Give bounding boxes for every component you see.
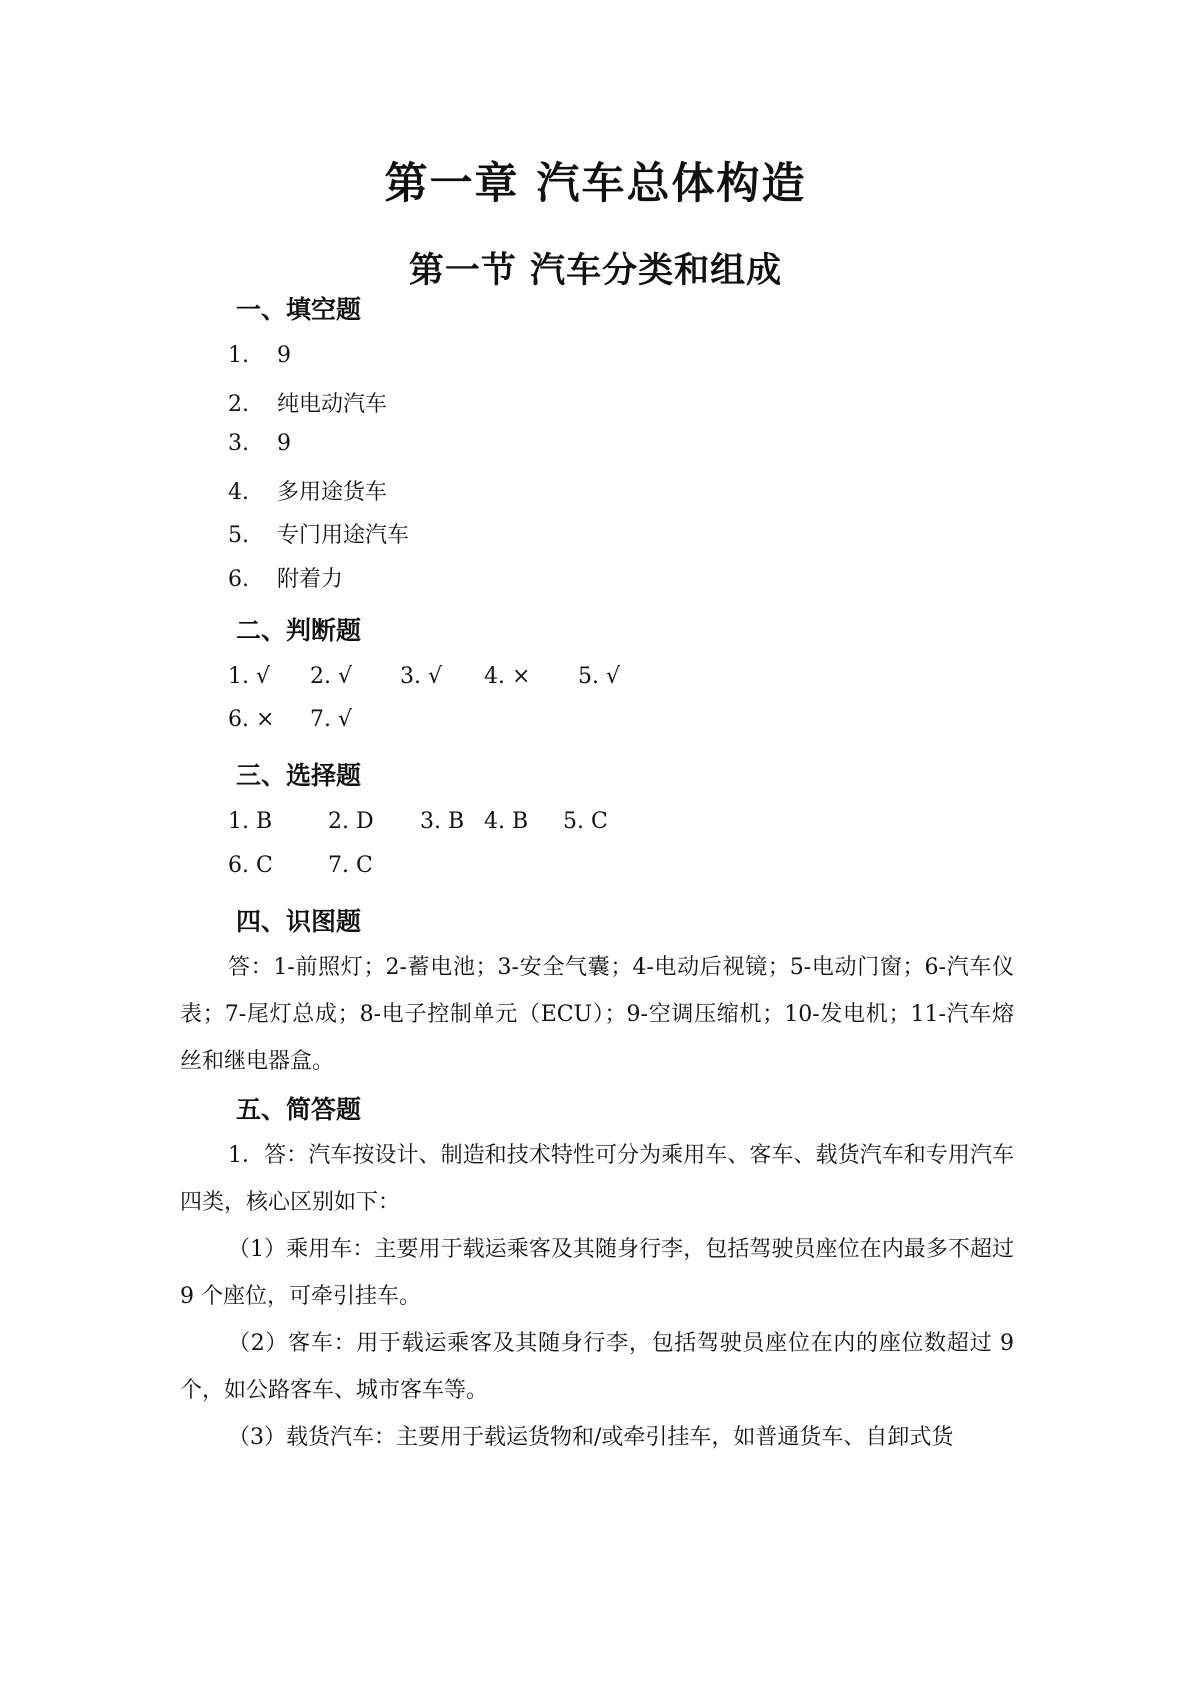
short-answer-paragraph: （3）载货汽车：主要用于载运货物和/或牵引挂车，如普通货车、自卸式货: [228, 1425, 954, 1450]
item-number: 4.: [228, 480, 249, 505]
diagram-heading: 四、识图题: [236, 907, 362, 936]
answer-item: 7. √: [310, 707, 353, 732]
answer-item: 5. C: [563, 809, 608, 834]
item-answer: 多用途货车: [277, 480, 388, 505]
item-answer: 专门用途汽车: [277, 523, 410, 548]
item-number: 3.: [228, 431, 249, 456]
fill-blank-item: [228, 387, 387, 418]
short-answer-paragraph: 1．答：汽车按设计、制造和技术特性可分为乘用车、客车、载货汽车和专用汽车四类，核心区别如下：: [180, 1143, 1014, 1215]
answer-item: 7. C: [328, 853, 373, 878]
fill-blank-item: [228, 562, 343, 593]
item-answer: 纯电动汽车: [277, 392, 388, 417]
answer-item: 4. B: [484, 809, 529, 834]
answer-item: 6. C: [228, 853, 273, 878]
item-answer: 9: [277, 431, 291, 456]
true-false-heading: 二、判断题: [236, 616, 362, 645]
diagram-answer: 答：1-前照灯；2-蓄电池；3-安全气囊；4-电动后视镜；5-电动门窗；6-汽车仪表；7-尾灯总成；8-电子控制单元（ECU）；9-空调压缩机；10-发电机；11-汽车熔丝和继电器盒。: [180, 955, 1014, 1074]
answer-item: 3. √: [400, 664, 443, 689]
short-answer-paragraph: （2）客车：用于载运乘客及其随身行李，包括驾驶员座位在内的座位数超过 9 个，如公路客车、城市客车等。: [180, 1331, 1014, 1403]
answer-item: 2. √: [310, 664, 353, 689]
answer-item: 5. √: [578, 664, 621, 689]
item-answer: 附着力: [277, 567, 344, 592]
item-number: 2.: [228, 392, 249, 417]
item-number: 5.: [228, 523, 249, 548]
item-number: 6.: [228, 567, 249, 592]
answer-item: 1. √: [228, 664, 271, 689]
fill-blank-heading: 一、填空题: [236, 295, 362, 324]
fill-blank-item: [228, 343, 291, 368]
choice-heading: 三、选择题: [236, 761, 362, 790]
fill-blank-item: [228, 475, 387, 506]
answer-item: 2. D: [328, 809, 374, 834]
answer-item: 4. ×: [484, 664, 531, 689]
answer-item: 3. B: [420, 809, 465, 834]
answer-item: 1. B: [228, 809, 273, 834]
answer-item: 6. ×: [228, 707, 275, 732]
chapter-title: 第一章 汽车总体构造: [384, 159, 807, 209]
item-answer: 9: [277, 343, 291, 368]
section-title: 第一节 汽车分类和组成: [408, 251, 783, 291]
fill-blank-item: [228, 518, 409, 549]
fill-blank-item: [228, 431, 291, 456]
short-answer-heading: 五、简答题: [236, 1095, 362, 1124]
item-number: 1.: [228, 343, 249, 368]
short-answer-paragraph: （1）乘用车：主要用于载运乘客及其随身行李，包括驾驶员座位在内最多不超过 9 个座位，可牵引挂车。: [180, 1237, 1014, 1309]
